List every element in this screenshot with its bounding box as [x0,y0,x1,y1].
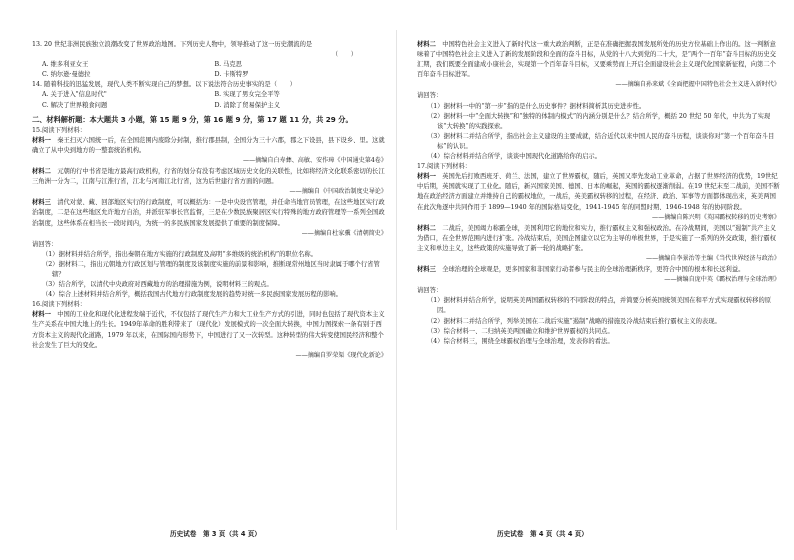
q17-sub-1: （1）据材料并结合所学，说明英美两国霸权转移的不同阶段的特点，并简要分析英国统领美国在和平方式实现霸权转移的原因。 [427,297,772,315]
q15-material-3-text: 清代对蒙、藏、回部地区实行的行政制度，可以概括为：一是中央设官管理，并任命当地官员管理，在这些地区实行政治制度，二是在这些地区允许地方自治，并派驻军事长官监督，三是在少数民族聚居区实行特殊的地方政府管理等一系列全国政治制度，这些体系在相当长一段时间内，为统一的多民族国家发展提供了重要的制度保障。 [32,199,385,227]
q14-option-b: B. 实现了男女完全平等 [214,91,280,99]
q15-sub-1: （1）据材料并结合所学，指出秦朝在地方实施的行政制度及高明“多维级的统治机构”的职位名称。 [42,250,317,258]
section-2-heading: 二、材料解析题：本大题共 3 小题，第 15 题 9 分，第 16 题 9 分，第 17 题 11 分，共 29 分。 [32,114,353,124]
q14-option-a: A. 关于进入"信息时代" [42,91,107,99]
q17-material-3-source: ——摘编自庞中英《霸权治理与全球治理》 [664,276,780,284]
q15-material-1-text: 秦王扫灭六国统一后，在全国范围内废除分封制，推行郡县制，全国分为三十六郡，郡之下设县，县下设乡、里。这就确立了从中央到地方的一整套统治机构。 [32,136,385,154]
question-14-stem: 14. 随着科技的迅猛发展，现代人类不断实现自己的梦想。以下说法符合历史事实的是（ ） [32,81,296,89]
q15-material-1-label: 材料一 [32,136,51,144]
page-right [397,0,794,560]
q17-sub-4: （4）综合材料三，围绕全球霸权治理与全球治理，发表你的看法。 [427,337,614,345]
q17-material-3-text: 全球治理的全球观是，更多国家和非国家行动者参与民主的全球治理新秩序，更符合中国的根本和长远利益。 [442,266,745,274]
question-15-intro: 15.阅读下列材料： [32,126,87,134]
q14-option-c: C. 解决了世界粮食问题 [42,101,108,109]
q17-material-1-label: 材料一 [417,173,436,181]
q16-sub-3: （3）据材料二并结合所学，指出社会主义建设的主要成就，结合近代以来中国人民的奋斗历程，谈谈你对“第一个百年奋斗目标”的认识。 [427,132,775,150]
question-14-options [32,90,387,110]
q17-material-2-text: 二战后，美国竭力称霸全球，美国利用它的地位和实力，推行霸权主义和强权政治。在冷战期间，美国以“遏制”共产主义为借口，在全世界范围内进行扩张。冷战结束后，美国企图建立以它为主导的单极世界，于是实施了一系列的外交政策，推行霸权主义和单边主义，这些政策的实施导致了新一轮的战略扩张。 [417,224,777,252]
q13-option-a: A. 维多利亚女王 [42,61,89,69]
q16-material-2-source: ——摘编自孙来斌《全面把握中国特色社会主义进入新时代》 [615,81,780,89]
q15-material-3-source: ——摘编自杜家骥《清朝简史》 [301,229,387,237]
question-13-paren: （ ） [331,51,357,59]
q14-option-d: D. 消除了贸易保护主义 [214,101,280,109]
question-13-options [32,60,387,80]
q16-material-1-source: ——摘编自罗荣渠《现代化新论》 [295,351,387,359]
q16-ask: 请回答： [417,92,443,100]
q15-material-2-source: ——摘编自《中国政治制度史导论》 [289,188,387,196]
q15-material-3-label: 材料三 [32,199,51,207]
q17-material-2-source: ——摘编自李景治等主编《当代世界经济与政治》 [645,254,780,262]
q15-sub-4: （4）综合上述材料并结合所学，概括我国古代地方行政制度发展的趋势对统一多民族国家发展历程的影响。 [42,291,342,299]
q15-sub-2: （2）据材料二，指出元朝地方行政区划与管理的制度及该制度实施的前景和影响，推断现常州地区当时隶属于哪个行省管辖？ [42,260,380,278]
question-16-intro: 16.阅读下列材料： [32,301,87,309]
page-3-footer: 历史试卷 第 3 页（共 4 页） [170,530,261,538]
q15-material-1-source: ——摘编自白寿彝、高敏、安作璋《中国通史第4卷》 [242,156,387,164]
q17-material-2-label: 材料二 [417,224,436,232]
q13-option-c: C. 纳尔逊·曼德拉 [42,71,91,79]
q17-ask: 请回答： [417,287,443,295]
q16-material-2-label: 材料二 [417,41,436,48]
q17-material-3-label: 材料三 [417,266,436,274]
q15-sub-3: （3）结合所学，以清代中央政府对西藏地方的治理措施为例，说明材料三的观点。 [42,281,273,289]
q16-material-2-text: 中国特色社会主义进入了新时代这一重大政治判断，正是在准确把握我国发展所处的历史方位基础上作出的。这一判断意味着了中国特色社会主义进入了新的发展阶段和全面的奋斗目标，从党的十八大到党的二十大，是“两个一百年”奋斗目标的历史交汇期，我们既要全面建成小康社会，实现第一个百年奋斗目标，又要乘势而上开启全面建设社会主义现代化国家新征程，向第二个百年奋斗目标进军。 [417,41,777,79]
q15-ask: 请回答： [32,240,58,248]
q16-material-1-text: 中国的工业化和现代化进程发端于近代，不仅包括了现代生产力和大工业生产方式的引进，同时也包括了现代资本主义生产关系在中国大地上的生长。1949年革命的胜利带来了（现代化）发展模式的一次全面大转换，中国力图探索一条有别于西方资本主义的现代化道路，1979 年以来，在国际国内形势下，中国进行了又一次转型。这种转型的伟大转变使国民经济和整个社会发生了巨大的变化。 [32,311,385,349]
q15-material-2-text: 元朝的行中书省是地方最高行政机构，行省的划分有没有考虑区域历史文化的关联性，比如将经济文化联系密切的长江三角洲一分为二，江南与江淮行省，江北与河南江北行省，这为后世建行省方面的问题。 [32,168,385,186]
question-17-intro: 17.阅读下列材料： [417,163,472,171]
q17-sub-3: （3）综合材料一、二归纳英美两国确立和维护世界霸权的共同点。 [427,327,614,335]
q16-sub-2: （2）据材料一中“全面大转换”和“独特的体制内模式”的内涵分别是什么？结合所学，概括 20 世纪 50 年代，中共为了实现该“大转换”的实践探索。 [427,112,771,130]
q17-material-1-source: ——摘编自陈兴明《英国霸权转移的历史考察》 [652,213,780,221]
q16-sub-1: （1）据材料一中的“第一步”指的是什么历史事件？据材料简析其历史进步性。 [427,102,646,110]
q17-sub-2: （2）据材料二并结合所学，列举美国在二战后实施“遏制”战略的措施及冷战结束后推行霸权主义的表现。 [427,317,721,325]
q13-option-d: D. 卡斯特罗 [214,71,249,79]
page-4-footer: 历史试卷 第 4 页（共 4 页） [497,530,588,538]
q15-material-2-label: 材料二 [32,168,51,176]
question-13-stem: 13. 20 世纪非洲民族独立浪潮改变了世界政治地图。下列历史人物中，领导推动了这一历史潮流的是 [32,41,313,48]
q16-sub-4: （4）综合材料并结合所学，谈谈中国现代化道路给你的启示。 [427,153,602,161]
q16-material-1-label: 材料一 [32,311,51,319]
q17-material-1-text: 英国先后打败西班牙、荷兰、法国，建立了世界霸权，随后，英国又率先发动工业革命，占据了世界经济的优势，19世纪中后期，英国就实现了工业化。随后，新兴国家美国、德国、日本的崛起，英国的霸权逐渐削弱。在19 世纪末至二战前，美国不断地在政治经济方面建立并维持自己的霸权地位，一战后，英美霸权转移的过程，在经济、政治、军事等方面都体现出来，英美两国在此次角逐中共同作用于 1899—1940 年的国际格局变化，1941-1945 年的同盟时期、1946-1948 年的协同阶段。 [417,173,780,211]
q13-option-b: B. 马克思 [214,61,243,69]
